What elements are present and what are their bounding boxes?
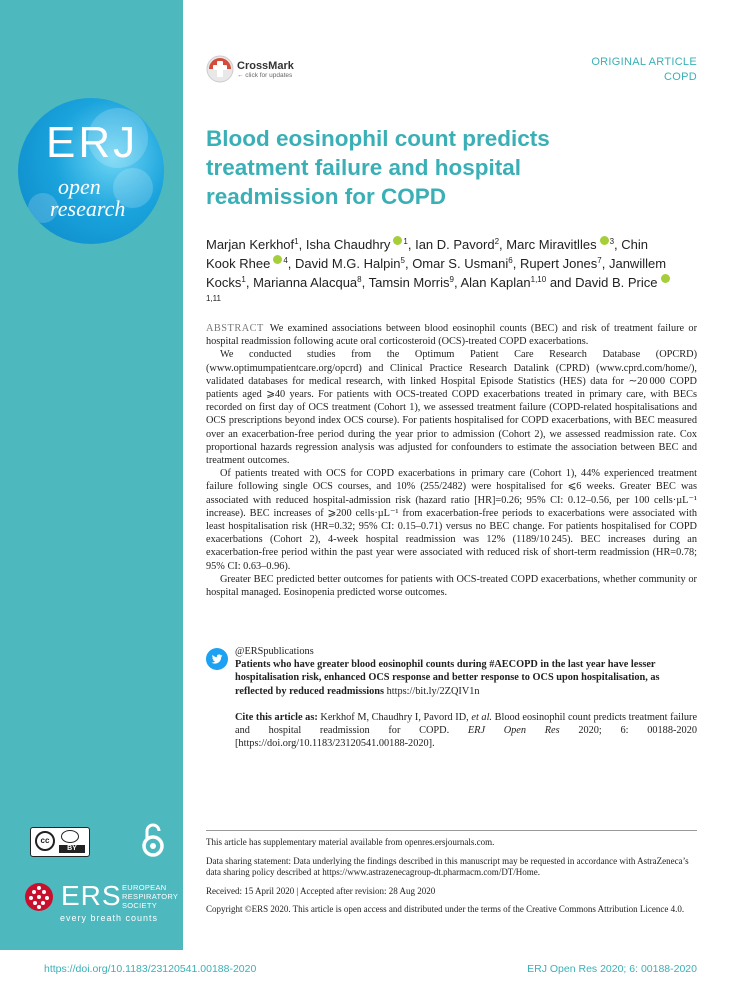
footer-journal-ref: ERJ Open Res 2020; 6: 00188-2020 (527, 963, 697, 975)
logo-research-text: research (50, 196, 126, 221)
author-affiliation: 2 (494, 237, 500, 246)
footnotes (206, 837, 697, 923)
author-affiliation: 1 (241, 275, 246, 284)
cc-by-license-badge[interactable] (30, 827, 90, 857)
abstract-label: ABSTRACT (206, 323, 264, 334)
abstract (206, 322, 697, 599)
orcid-icon[interactable] (600, 236, 609, 245)
ers-tagline: every breath counts (60, 913, 159, 923)
logo-open-text: open (58, 174, 101, 199)
author: Isha Chaudhry $^1$ (305, 237, 408, 252)
author: Tamsin Morris$^9$ (368, 275, 454, 290)
orcid-icon[interactable] (393, 236, 402, 245)
tweet-text: Patients who have greater blood eosinophil counts during #AECOPD in the last year have lesser hospitalisation risk, enhanced OCS response and better response to OCS upon hospitalisation, as reflected by reduced readmissions https://bit.ly/2ZQIV1n (235, 659, 660, 697)
ers-name: EUROPEAN RESPIRATORY SOCIETY (122, 883, 179, 910)
citation-block: Cite this article as: Kerkhof M, Chaudhry I, Pavord ID, et al. Blood eosinophil count predicts treatment failure and hospital readmission for COPD. ERJ Open Res 2020; 6: 00188-2020 [https://doi.org/10.1183/23120541.00188-2020]. (235, 712, 698, 750)
author: Marjan Kerkhof$^1$ (206, 237, 299, 252)
author: Janwillem Kocks$^1$ (206, 256, 667, 290)
ers-acronym: ERS (61, 880, 122, 911)
abstract-paragraph: Greater BEC predicted better outcomes for patients with OCS-treated COPD exacerbations, whether community or hospital managed. Eosinopenia predicted worse outcomes. (206, 573, 697, 599)
author-affiliation: 1 (294, 237, 299, 246)
open-access-icon (141, 822, 165, 858)
by-label: BY (59, 845, 85, 853)
abstract-paragraph: We conducted studies from the Optimum Patient Care Research Database (OPCRD) (www.optimumpatientcare.org/opcrd) and Clinical Practice Research Datalink (CPRD) (www.cprd.com/home/), validated databases for medical research, with linked Hospital Episode Statistics (HES) data for ∼20 000 COPD patients aged ⩾40 years. For patients with OCS-treated COPD exacerbations treated in primary care, with BECs recorded on first day of OCS treatment (Cohort 1), we assessed treatment failure (COPD-related hospitalisations and OCS prescriptions beyond index OCS course). For patients hospitalised for COPD exacerbations, with BEC measured over an exacerbation-free period during the year prior to admission (Cohort 2), we assessed readmission rate. Cox proportional hazards regression analysis was adjusted for confounders to estimate the association between BEC and treatment outcomes. (206, 349, 697, 467)
article-category: ORIGINAL ARTICLE (591, 56, 697, 68)
twitter-handle[interactable]: @ERSpublications (235, 646, 314, 657)
footnote-divider (206, 830, 697, 831)
article-type (591, 55, 697, 85)
author: Marianna Alacqua$^8$ (253, 275, 362, 290)
orcid-icon[interactable] (661, 274, 670, 283)
author-affiliation: 1,11 (206, 294, 221, 303)
ers-emblem-icon (24, 882, 54, 912)
cite-label: Cite this article as: (235, 712, 318, 723)
ers-logo (24, 880, 179, 925)
author: Chin Kook Rhee $^4$ (206, 237, 649, 271)
footer-doi-link[interactable]: https://doi.org/10.1183/23120541.00188-2020 (44, 963, 257, 975)
abstract-paragraph: Of patients treated with OCS for COPD exacerbations in primary care (Cohort 1), 44% experienced treatment failure following single OCS courses, and 10% (255/2482) were hospitalised for ⩽6 weeks. Greater BEC was associated with reduced hospital-admission risk (hazard ratio [HR]=0.26; 95% CI: 0.12–0.56, per 100 cells·µL⁻¹ increase). BEC increases of ⩾200 cells·µL⁻¹ from exacerbation-free periods to exacerbations were associated with least hospitalisation risk (HR=0.32; 95% CI: 0.15–0.71) versus no BEC change. For patients hospitalised for COPD exacerbations (Cohort 2), 4-week hospital readmission was 12% (1189/10 245). BEC increases during an exacerbation-free period within the past year were associated with reduced risk of short-term readmission (HR=0.78; 95% CI: 0.63–0.96). (206, 468, 697, 572)
copyright-notice: Copyright ©ERS 2020. This article is open access and distributed under the terms of the Creative Commons Attribution Licence 4.0. (206, 904, 685, 914)
author-affiliation: 9 (449, 275, 454, 284)
author-affiliation: 5 (400, 256, 405, 265)
crossmark-title: CrossMark (237, 60, 294, 72)
cc-icon: cc (35, 831, 55, 851)
twitter-icon (206, 648, 228, 670)
tweet-link[interactable]: https://bit.ly/2ZQIV1n (386, 685, 480, 697)
author-affiliation: 8 (357, 275, 362, 284)
author: David B. Price$^{1,11}$ (206, 275, 671, 309)
author: David M.G. Halpin$^5$ (295, 256, 405, 271)
attribution-icon (61, 830, 79, 843)
abstract-paragraph: ABSTRACT We examined associations between blood eosinophil counts (BEC) and risk of treatment failure or hospital readmission following acute oral corticosteroid (OCS)-treated COPD exacerbations. (206, 323, 697, 348)
article-title: Blood eosinophil count predicts treatment failure and hospital readmission for COPD (206, 126, 550, 209)
author-affiliation: 4 (283, 256, 288, 265)
crossmark-icon (206, 55, 234, 83)
author-affiliation: 6 (508, 256, 513, 265)
article-topic: COPD (664, 71, 697, 83)
author-affiliation: 3 (609, 237, 615, 246)
orcid-icon[interactable] (273, 255, 282, 264)
author-list: Marjan Kerkhof$^1$, Isha Chaudhry $^1$, Ian D. Pavord$^2$, Marc Miravitlles $^3$, Chin Kook Rhee $^4$, David M.G. Halpin$^5$, Omar S. Usmani$^6$, Rupert Jones$^7$, Janwillem Kocks$^1$, Marianna Alacqua$^8$, Tamsin Morris$^9$, Alan Kaplan$^{1,10}$ and David B. Price$^{1,11}$ (206, 235, 676, 311)
supplementary-note: This article has supplementary material available from openres.ersjournals.com. (206, 837, 495, 847)
crossmark-subtitle: ← click for updates (237, 72, 293, 79)
data-sharing-statement: Data sharing statement: Data underlying the findings described in this manuscript may be requested in accordance with AstraZeneca’s data sharing policy described at https://www.astrazenecagroup-dt.pharmacm.com/DT/Home. (206, 855, 689, 877)
author: Omar S. Usmani$^6$ (412, 256, 513, 271)
erj-open-research-logo (18, 98, 164, 244)
author-affiliation: 1 (403, 237, 408, 246)
author: Alan Kaplan$^{1,10}$ (460, 275, 547, 290)
journal-sidebar (0, 0, 183, 950)
author-affiliation: 1,10 (530, 275, 547, 284)
author: Marc Miravitlles $^3$ (506, 237, 615, 252)
author-affiliation: 7 (597, 256, 602, 265)
author: Rupert Jones$^7$ (519, 256, 602, 271)
crossmark-button[interactable] (206, 55, 316, 85)
logo-erj-text: ERJ (46, 118, 139, 167)
author: Ian D. Pavord$^2$ (415, 237, 500, 252)
received-dates: Received: 15 April 2020 | Accepted after revision: 28 Aug 2020 (206, 885, 436, 896)
tweet-block (235, 645, 697, 698)
